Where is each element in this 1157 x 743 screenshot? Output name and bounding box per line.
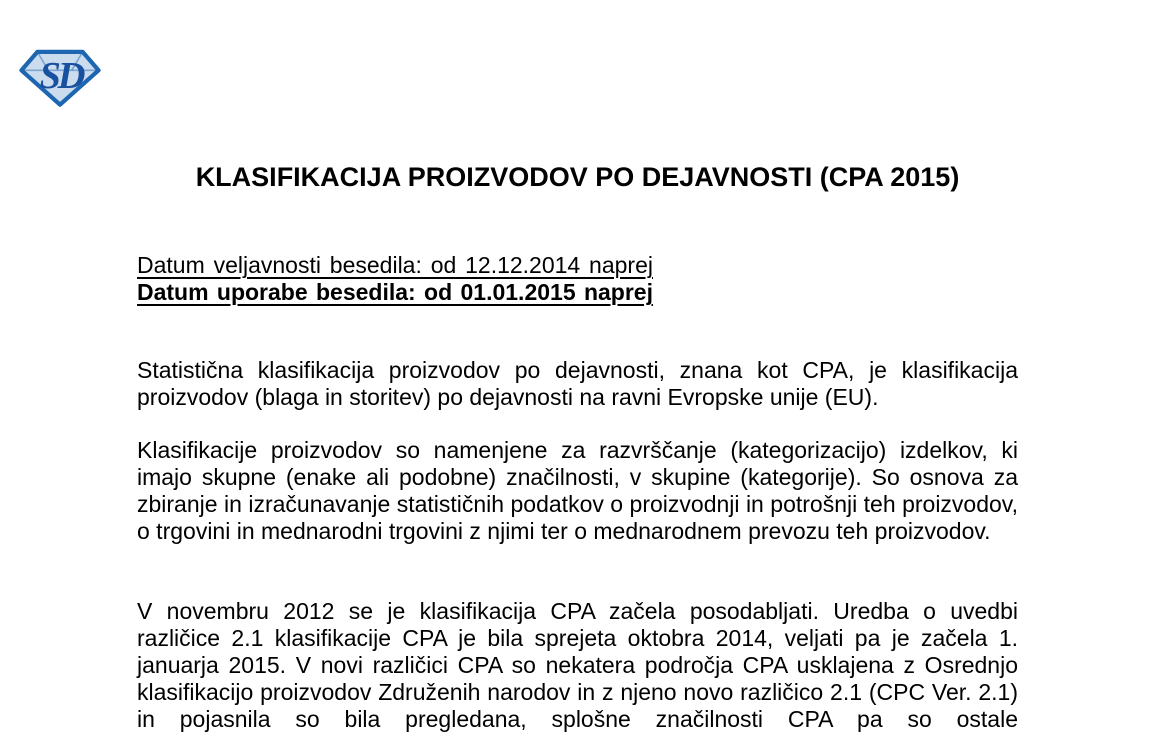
validity-date-line: Datum veljavnosti besedila: od 12.12.2014 naprej bbox=[137, 252, 653, 278]
usage-date-line: Datum uporabe besedila: od 01.01.2015 naprej bbox=[137, 279, 653, 305]
paragraph-cpa-update: V novembru 2012 se je klasifikacija CPA začela posodabljati. Uredba o uvedbi različice 2.1 klasifikacije CPA je bila sprejeta oktobra 2014, veljati pa je začela 1. januarja 2015. V novi različici CPA so nekatera področja CPA usklajena z Osrednjo klasifikacijo proizvodov Združenih narodov in z njeno novo različico 2.1 (CPC Ver. 2.1) in pojasnila so bila pregledana, splošne značilnosti CPA pa so ostale bbox=[137, 598, 1018, 732]
paragraph-classification-purpose: Klasifikacije proizvodov so namenjene za razvrščanje (kategorizacijo) izdelkov, ki imajo skupne (enake ali podobne) značilnosti, v skupine (kategorije). So osnova za zbiranje in izračunavanje statističnih podatkov o proizvodnji in potrošnji teh proizvodov, o trgovini in mednarodni trgovini z njimi ter o mednarodnem prevozu teh proizvodov. bbox=[137, 437, 1018, 544]
logo-letters: SD bbox=[39, 54, 83, 97]
validity-dates-block bbox=[137, 252, 653, 306]
document-title: KLASIFIKACIJA PROIZVODOV PO DEJAVNOSTI (CPA 2015) bbox=[195, 162, 960, 192]
sd-gem-logo-icon bbox=[18, 46, 102, 108]
paragraph-cpa-definition: Statistična klasifikacija proizvodov po dejavnosti, znana kot CPA, je klasifikacija proizvodov (blaga in storitev) po dejavnosti na ravni Evropske unije (EU). bbox=[137, 357, 1018, 410]
